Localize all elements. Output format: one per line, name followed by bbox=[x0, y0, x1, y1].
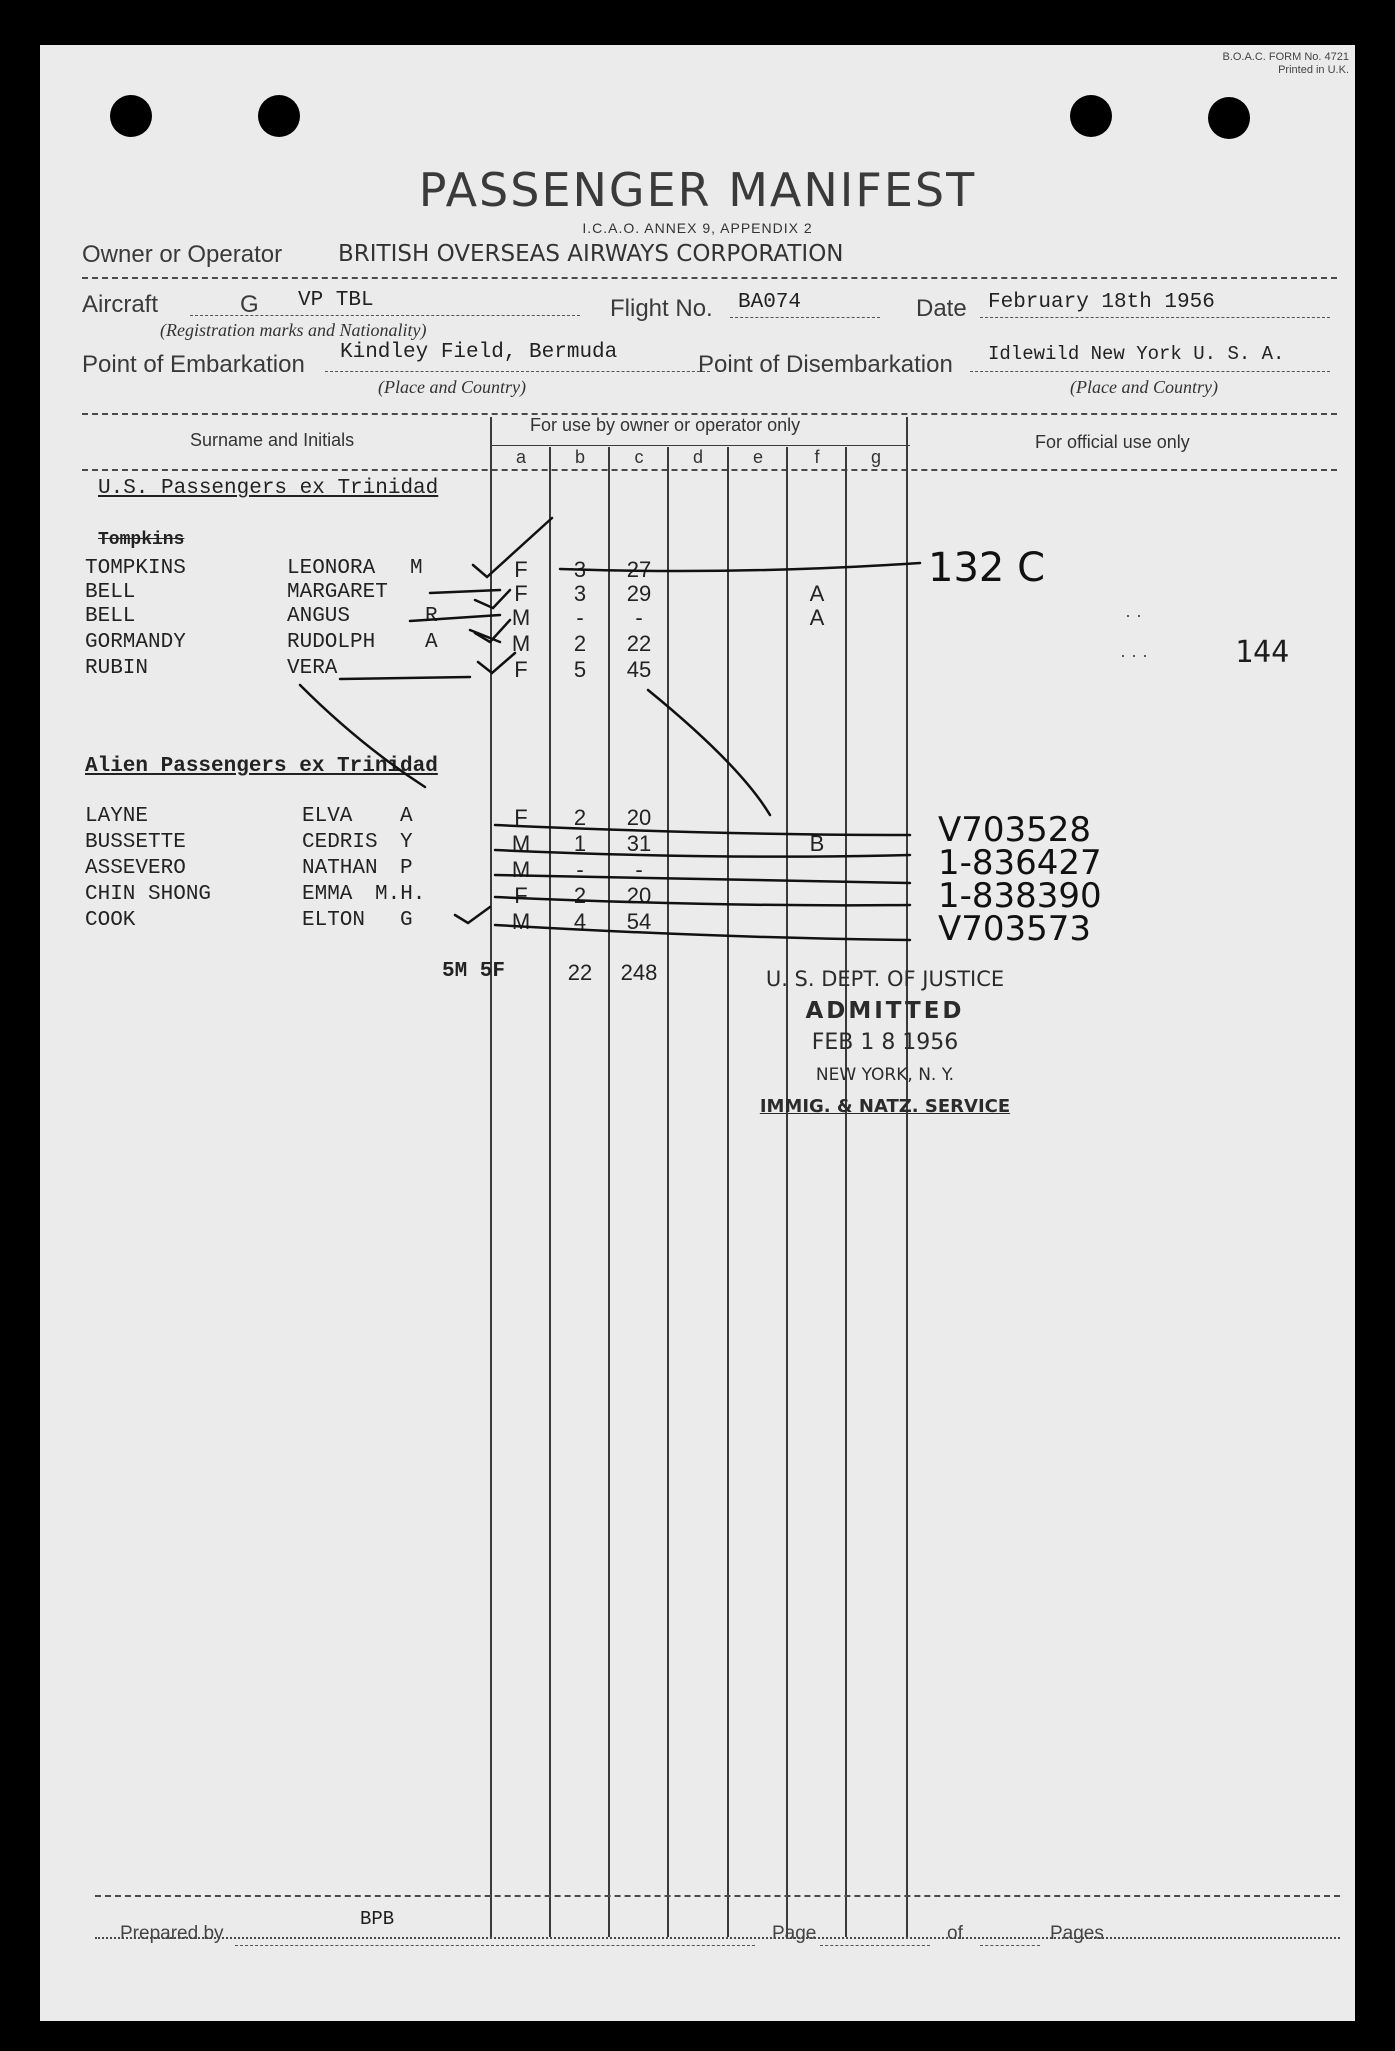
us-initial: M bbox=[410, 557, 423, 580]
disembark-caption: (Place and Country) bbox=[1070, 377, 1218, 397]
column-header-e: e bbox=[752, 447, 763, 467]
alien-col-b: - bbox=[576, 857, 584, 882]
strike-line bbox=[430, 590, 500, 593]
stamp-admitted: ADMITTED bbox=[805, 998, 965, 1024]
of-label: of bbox=[947, 1923, 963, 1944]
alien-col-c: 54 bbox=[626, 909, 652, 934]
us-col-c: 27 bbox=[626, 557, 652, 582]
handwritten-number: V703528 bbox=[938, 810, 1092, 850]
alien-given: ELTON bbox=[302, 909, 366, 932]
strike-line bbox=[495, 925, 910, 940]
manifest-sheet bbox=[40, 45, 1355, 2021]
us-initial: R bbox=[425, 605, 438, 628]
page-title: PASSENGER MANIFEST bbox=[418, 163, 977, 217]
date-label: Date bbox=[916, 295, 967, 322]
embark-caption: (Place and Country) bbox=[378, 377, 526, 397]
total-col-b: 22 bbox=[567, 960, 593, 985]
alien-surname: LAYNE bbox=[85, 805, 149, 828]
alien-initial: G bbox=[400, 909, 413, 932]
column-header-a: a bbox=[515, 447, 526, 467]
owner-value: BRITISH OVERSEAS AIRWAYS CORPORATION bbox=[338, 241, 844, 267]
strike-line bbox=[300, 685, 425, 787]
alien-col-c: - bbox=[635, 857, 643, 882]
total-col-c: 248 bbox=[620, 960, 658, 985]
underline bbox=[235, 1945, 755, 1946]
page-label: Page bbox=[772, 1923, 817, 1944]
us-col-a: M bbox=[511, 605, 531, 630]
us-col-f: A bbox=[809, 581, 825, 606]
admitted-stamp bbox=[720, 963, 1050, 1123]
us-col-c: 22 bbox=[626, 631, 652, 656]
underline bbox=[820, 1945, 930, 1946]
alien-surname: CHIN SHONG bbox=[85, 883, 212, 906]
owner-use-header: For use by owner or operator only bbox=[530, 415, 801, 435]
check-mark bbox=[475, 590, 510, 608]
us-surname: BELL bbox=[85, 581, 136, 604]
us-given: ANGUS bbox=[287, 605, 351, 628]
us-col-f: A bbox=[809, 605, 825, 630]
strike-line bbox=[495, 825, 910, 835]
alien-col-c: 20 bbox=[626, 883, 652, 908]
alien-col-b: 1 bbox=[573, 831, 587, 856]
column-header-d: d bbox=[692, 447, 703, 467]
prepared-by-label: Prepared by bbox=[120, 1923, 224, 1944]
us-col-b: 5 bbox=[573, 657, 587, 682]
us-surname: RUBIN bbox=[85, 657, 149, 680]
alien-initial: Y bbox=[400, 831, 413, 854]
alien-initial: M.H. bbox=[375, 883, 426, 906]
strike-line bbox=[495, 875, 910, 883]
us-col-a: F bbox=[514, 581, 528, 606]
check-mark bbox=[478, 653, 515, 673]
us-surname: BELL bbox=[85, 605, 136, 628]
dots-mark: · · bbox=[1125, 605, 1142, 625]
pen-marks bbox=[40, 45, 1355, 1045]
official-use-header: For official use only bbox=[1035, 432, 1190, 452]
us-section-title: U.S. Passengers ex Trinidad bbox=[98, 477, 439, 500]
alien-col-a: M bbox=[511, 831, 531, 856]
aircraft-caption: (Registration marks and Nationality) bbox=[160, 320, 427, 340]
strike-line bbox=[560, 563, 920, 571]
aircraft-value: VP TBL bbox=[298, 289, 374, 312]
flight-label: Flight No. bbox=[610, 295, 713, 322]
us-surname: GORMANDY bbox=[85, 631, 186, 654]
footer-rule bbox=[95, 1937, 1340, 1939]
alien-surname: COOK bbox=[85, 909, 136, 932]
us-col-a: F bbox=[514, 557, 528, 582]
us-col-b: 3 bbox=[573, 557, 587, 582]
us-col-b: - bbox=[576, 605, 584, 630]
strike-line bbox=[410, 615, 500, 621]
us-col-c: - bbox=[635, 605, 643, 630]
disembark-value: Idlewild New York U. S. A. bbox=[988, 343, 1285, 365]
pages-label: Pages bbox=[1050, 1923, 1104, 1944]
column-header-c: c bbox=[634, 447, 644, 467]
owner-label: Owner or Operator bbox=[82, 241, 283, 268]
date-value: February 18th 1956 bbox=[988, 291, 1215, 314]
embark-label: Point of Embarkation bbox=[82, 351, 305, 378]
strike-line bbox=[495, 897, 910, 905]
handwritten-note: 132 C bbox=[928, 545, 1045, 591]
alien-col-b: 2 bbox=[573, 805, 587, 830]
printed-note: Printed in U.K. bbox=[1278, 64, 1349, 76]
aircraft-prefix: G bbox=[240, 291, 259, 318]
page-subtitle: I.C.A.O. ANNEX 9, APPENDIX 2 bbox=[582, 220, 813, 236]
stamp-service: IMMIG. & NATZ. SERVICE bbox=[759, 1096, 1011, 1117]
form-number-text: B.O.A.C. FORM No. 4721 bbox=[1222, 51, 1349, 63]
alien-section-title: Alien Passengers ex Trinidad bbox=[85, 755, 438, 778]
strike-line bbox=[340, 677, 470, 679]
disembark-label: Point of Disembarkation bbox=[698, 351, 953, 378]
underline bbox=[980, 1945, 1040, 1946]
alien-col-a: F bbox=[514, 883, 528, 908]
alien-col-f: B bbox=[809, 831, 825, 856]
strike-line bbox=[495, 850, 910, 857]
dots-mark: · · · bbox=[1120, 645, 1148, 665]
us-col-c: 45 bbox=[626, 657, 652, 682]
prepared-by-value: BPB bbox=[360, 1908, 395, 1930]
us-given: RUDOLPH bbox=[287, 631, 376, 654]
us-col-c: 29 bbox=[626, 581, 652, 606]
alien-given: EMMA bbox=[302, 883, 353, 906]
check-mark bbox=[455, 907, 490, 923]
check-mark bbox=[473, 518, 552, 577]
embark-value: Kindley Field, Bermuda bbox=[340, 341, 618, 364]
us-surname: TOMPKINS bbox=[85, 557, 186, 580]
us-col-b: 3 bbox=[573, 581, 587, 606]
stamp-dept: U. S. DEPT. OF JUSTICE bbox=[765, 967, 1005, 991]
alien-given: ELVA bbox=[302, 805, 353, 828]
us-col-b: 2 bbox=[573, 631, 587, 656]
official-count: 144 bbox=[1235, 635, 1290, 670]
handwritten-number: 1-838390 bbox=[938, 876, 1102, 916]
alien-col-a: F bbox=[514, 805, 528, 830]
us-given: MARGARET bbox=[287, 581, 388, 604]
total-gender: 5M 5F bbox=[442, 960, 506, 983]
stamp-city: NEW YORK, N. Y. bbox=[815, 1065, 955, 1085]
column-header-g: g bbox=[870, 447, 881, 467]
alien-col-b: 2 bbox=[573, 883, 587, 908]
us-initial: A bbox=[425, 631, 438, 654]
alien-initial: A bbox=[400, 805, 413, 828]
strike-line bbox=[648, 690, 770, 815]
flight-value: BA074 bbox=[738, 291, 802, 314]
alien-given: NATHAN bbox=[302, 857, 378, 880]
footer-rule bbox=[95, 1895, 1340, 1897]
column-header-f: f bbox=[814, 447, 820, 467]
aircraft-label: Aircraft bbox=[82, 291, 159, 318]
alien-surname: BUSSETTE bbox=[85, 831, 186, 854]
alien-col-a: M bbox=[511, 857, 531, 882]
struck-heading: Tompkins bbox=[98, 530, 185, 550]
alien-given: CEDRIS bbox=[302, 831, 378, 854]
us-col-a: F bbox=[514, 657, 528, 682]
alien-surname: ASSEVERO bbox=[85, 857, 186, 880]
handwritten-number: 1-836427 bbox=[938, 843, 1102, 883]
surname-header: Surname and Initials bbox=[190, 430, 355, 450]
alien-col-a: M bbox=[511, 909, 531, 934]
alien-col-c: 31 bbox=[626, 831, 652, 856]
alien-col-c: 20 bbox=[626, 805, 652, 830]
stamp-date: FEB 1 8 1956 bbox=[811, 1030, 959, 1055]
alien-initial: P bbox=[400, 857, 413, 880]
us-given: LEONORA bbox=[287, 557, 376, 580]
column-header-b: b bbox=[574, 447, 585, 467]
us-given: VERA bbox=[287, 657, 338, 680]
handwritten-number: V703573 bbox=[938, 909, 1092, 949]
alien-col-b: 4 bbox=[573, 909, 587, 934]
us-col-a: M bbox=[511, 631, 531, 656]
